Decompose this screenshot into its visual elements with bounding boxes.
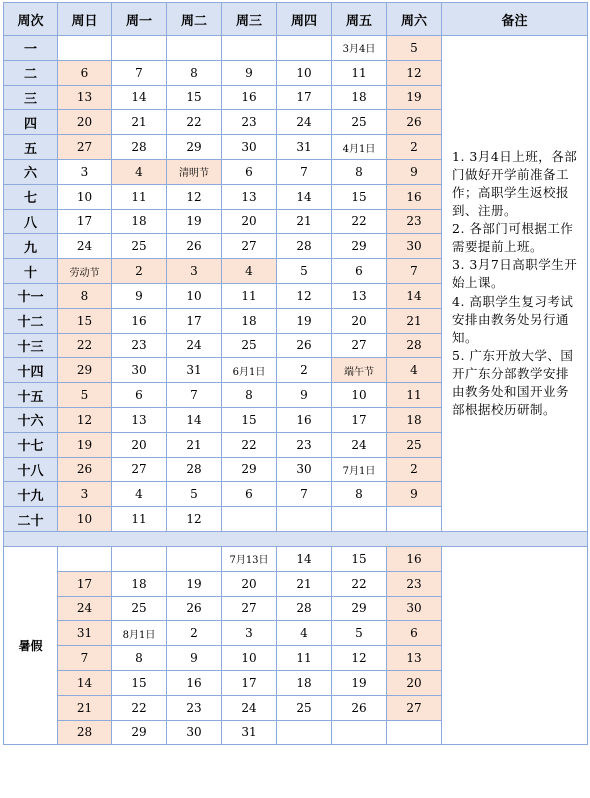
day-cell: 16 [277, 407, 332, 432]
summer-day-cell [167, 546, 222, 571]
week-label: 十一 [4, 283, 58, 308]
summer-day-cell [112, 546, 167, 571]
day-cell: 21 [112, 110, 167, 135]
day-cell [332, 507, 387, 532]
summer-day-cell: 18 [112, 571, 167, 596]
summer-week-row [4, 546, 588, 571]
week-label: 三 [4, 85, 58, 110]
day-cell: 12 [277, 283, 332, 308]
day-cell: 12 [167, 507, 222, 532]
day-cell: 12 [387, 60, 442, 85]
note-item: 3. 3月7日高职学生开始上课。 [452, 257, 578, 291]
day-cell: 7 [277, 482, 332, 507]
day-cell: 8 [332, 482, 387, 507]
summer-day-cell: 30 [387, 596, 442, 621]
day-cell: 15 [222, 407, 277, 432]
day-cell: 9 [387, 482, 442, 507]
summer-day-cell: 15 [112, 670, 167, 695]
day-cell: 15 [167, 85, 222, 110]
day-cell: 7月1日 [332, 457, 387, 482]
day-cell: 10 [332, 383, 387, 408]
header-cell: 周四 [277, 3, 332, 36]
summer-label: 暑假 [4, 546, 58, 744]
note-item: 5. 广东开放大学、国开广东分部教学安排由教务处和国开业务部根据校历研制。 [452, 347, 574, 418]
day-cell: 6 [112, 383, 167, 408]
week-label: 八 [4, 209, 58, 234]
day-cell: 7 [387, 259, 442, 284]
summer-day-cell: 26 [332, 695, 387, 720]
header-cell: 周日 [58, 3, 112, 36]
day-cell: 11 [387, 383, 442, 408]
day-cell: 15 [58, 308, 112, 333]
day-cell: 18 [112, 209, 167, 234]
day-cell: 13 [58, 85, 112, 110]
summer-notes-cell [442, 546, 588, 744]
week-label: 十九 [4, 482, 58, 507]
week-label: 十六 [4, 407, 58, 432]
week-label: 九 [4, 234, 58, 259]
summer-day-cell: 7月13日 [222, 546, 277, 571]
day-cell [277, 507, 332, 532]
day-cell: 28 [277, 234, 332, 259]
day-cell: 16 [112, 308, 167, 333]
day-cell: 19 [387, 85, 442, 110]
day-cell: 25 [222, 333, 277, 358]
day-cell: 29 [167, 135, 222, 160]
day-cell: 4月1日 [332, 135, 387, 160]
day-cell: 9 [277, 383, 332, 408]
day-cell: 17 [167, 308, 222, 333]
day-cell: 22 [167, 110, 222, 135]
day-cell: 29 [332, 234, 387, 259]
day-cell: 5 [387, 36, 442, 61]
week-label: 七 [4, 184, 58, 209]
day-cell: 7 [277, 159, 332, 184]
day-cell: 27 [332, 333, 387, 358]
day-cell: 12 [167, 184, 222, 209]
day-cell: 24 [58, 234, 112, 259]
day-cell: 10 [167, 283, 222, 308]
day-cell: 24 [332, 432, 387, 457]
day-cell: 28 [112, 135, 167, 160]
day-cell: 9 [387, 159, 442, 184]
summer-day-cell: 12 [332, 646, 387, 671]
day-cell: 30 [222, 135, 277, 160]
day-cell: 6 [222, 482, 277, 507]
day-cell: 8 [332, 159, 387, 184]
day-cell: 6 [58, 60, 112, 85]
summer-day-cell: 8 [112, 646, 167, 671]
week-row [4, 36, 588, 61]
header-row [4, 3, 588, 36]
week-label: 十三 [4, 333, 58, 358]
day-cell: 4 [222, 259, 277, 284]
summer-day-cell: 2 [167, 621, 222, 646]
summer-day-cell: 20 [387, 670, 442, 695]
day-cell: 25 [387, 432, 442, 457]
summer-day-cell: 31 [58, 621, 112, 646]
day-cell [167, 36, 222, 61]
summer-day-cell [58, 546, 112, 571]
day-cell: 16 [387, 184, 442, 209]
summer-day-cell [277, 720, 332, 745]
day-cell: 劳动节 [58, 259, 112, 284]
day-cell: 23 [387, 209, 442, 234]
day-cell: 29 [222, 457, 277, 482]
summer-day-cell: 25 [112, 596, 167, 621]
day-cell: 19 [167, 209, 222, 234]
day-cell: 23 [222, 110, 277, 135]
summer-day-cell [387, 720, 442, 745]
week-label: 四 [4, 110, 58, 135]
summer-day-cell [332, 720, 387, 745]
day-cell: 4 [112, 482, 167, 507]
summer-day-cell: 7 [58, 646, 112, 671]
day-cell [387, 507, 442, 532]
day-cell: 2 [387, 135, 442, 160]
summer-day-cell: 17 [222, 670, 277, 695]
day-cell: 29 [58, 358, 112, 383]
day-cell: 8 [222, 383, 277, 408]
summer-day-cell: 10 [222, 646, 277, 671]
summer-day-cell: 22 [112, 695, 167, 720]
day-cell: 21 [167, 432, 222, 457]
summer-day-cell: 6 [387, 621, 442, 646]
day-cell: 4 [387, 358, 442, 383]
day-cell: 14 [277, 184, 332, 209]
summer-day-cell: 30 [167, 720, 222, 745]
day-cell: 23 [277, 432, 332, 457]
day-cell: 13 [222, 184, 277, 209]
header-cell: 周一 [112, 3, 167, 36]
header-cell: 备注 [442, 3, 588, 36]
day-cell: 30 [112, 358, 167, 383]
summer-day-cell: 27 [387, 695, 442, 720]
day-cell: 20 [332, 308, 387, 333]
header-cell: 周三 [222, 3, 277, 36]
summer-day-cell: 20 [222, 571, 277, 596]
summer-day-cell: 5 [332, 621, 387, 646]
day-cell [112, 36, 167, 61]
day-cell: 7 [167, 383, 222, 408]
day-cell: 14 [112, 85, 167, 110]
summer-day-cell: 15 [332, 546, 387, 571]
day-cell: 31 [277, 135, 332, 160]
day-cell: 28 [387, 333, 442, 358]
day-cell: 7 [112, 60, 167, 85]
day-cell: 2 [387, 457, 442, 482]
header-cell: 周二 [167, 3, 222, 36]
summer-day-cell: 23 [167, 695, 222, 720]
week-label: 一 [4, 36, 58, 61]
day-cell: 11 [112, 507, 167, 532]
summer-day-cell: 13 [387, 646, 442, 671]
day-cell: 30 [387, 234, 442, 259]
day-cell: 20 [222, 209, 277, 234]
day-cell: 26 [167, 234, 222, 259]
separator-row [4, 531, 588, 546]
day-cell: 3 [58, 159, 112, 184]
week-label: 十 [4, 259, 58, 284]
day-cell: 28 [167, 457, 222, 482]
day-cell: 21 [277, 209, 332, 234]
day-cell: 20 [112, 432, 167, 457]
day-cell: 9 [112, 283, 167, 308]
day-cell: 15 [332, 184, 387, 209]
day-cell: 14 [387, 283, 442, 308]
summer-day-cell: 8月1日 [112, 621, 167, 646]
day-cell: 2 [277, 358, 332, 383]
summer-day-cell: 25 [277, 695, 332, 720]
summer-day-cell: 26 [167, 596, 222, 621]
day-cell: 清明节 [167, 159, 222, 184]
separator-cell [4, 531, 588, 546]
day-cell: 17 [277, 85, 332, 110]
school-calendar-table [3, 2, 588, 745]
note-item: 1. 3月4日上班，各部门做好开学前准备工作；高职学生返校报到、注册。 [452, 148, 578, 218]
day-cell: 21 [387, 308, 442, 333]
day-cell: 9 [222, 60, 277, 85]
day-cell: 26 [58, 457, 112, 482]
day-cell: 10 [58, 507, 112, 532]
week-label: 十四 [4, 358, 58, 383]
day-cell: 17 [332, 407, 387, 432]
week-label: 二 [4, 60, 58, 85]
day-cell: 22 [58, 333, 112, 358]
day-cell: 17 [58, 209, 112, 234]
day-cell [58, 36, 112, 61]
day-cell: 27 [112, 457, 167, 482]
day-cell: 19 [58, 432, 112, 457]
summer-day-cell: 9 [167, 646, 222, 671]
day-cell: 6 [222, 159, 277, 184]
day-cell: 5 [167, 482, 222, 507]
summer-day-cell: 17 [58, 571, 112, 596]
day-cell: 11 [112, 184, 167, 209]
summer-day-cell: 4 [277, 621, 332, 646]
summer-day-cell: 28 [58, 720, 112, 745]
header-cell: 周次 [4, 3, 58, 36]
week-label: 十七 [4, 432, 58, 457]
day-cell [277, 36, 332, 61]
day-cell: 13 [332, 283, 387, 308]
day-cell: 18 [332, 85, 387, 110]
day-cell: 8 [58, 283, 112, 308]
summer-day-cell: 18 [277, 670, 332, 695]
summer-day-cell: 24 [58, 596, 112, 621]
day-cell: 6 [332, 259, 387, 284]
day-cell: 25 [332, 110, 387, 135]
day-cell: 3 [167, 259, 222, 284]
summer-day-cell: 14 [58, 670, 112, 695]
summer-day-cell: 29 [332, 596, 387, 621]
week-label: 五 [4, 135, 58, 160]
summer-day-cell: 21 [58, 695, 112, 720]
day-cell: 30 [277, 457, 332, 482]
day-cell: 5 [58, 383, 112, 408]
summer-day-cell: 19 [332, 670, 387, 695]
summer-day-cell: 21 [277, 571, 332, 596]
day-cell: 10 [277, 60, 332, 85]
week-label: 十五 [4, 383, 58, 408]
summer-day-cell: 16 [167, 670, 222, 695]
day-cell: 26 [387, 110, 442, 135]
header-cell: 周五 [332, 3, 387, 36]
summer-day-cell: 31 [222, 720, 277, 745]
day-cell: 25 [112, 234, 167, 259]
summer-day-cell: 19 [167, 571, 222, 596]
day-cell: 27 [222, 234, 277, 259]
day-cell: 3 [58, 482, 112, 507]
day-cell: 13 [112, 407, 167, 432]
week-label: 六 [4, 159, 58, 184]
day-cell: 11 [332, 60, 387, 85]
day-cell: 12 [58, 407, 112, 432]
summer-day-cell: 16 [387, 546, 442, 571]
day-cell: 4 [112, 159, 167, 184]
day-cell: 8 [167, 60, 222, 85]
day-cell: 18 [222, 308, 277, 333]
week-label: 二十 [4, 507, 58, 532]
day-cell: 24 [167, 333, 222, 358]
day-cell: 3月4日 [332, 36, 387, 61]
day-cell: 22 [332, 209, 387, 234]
day-cell: 14 [167, 407, 222, 432]
summer-day-cell: 22 [332, 571, 387, 596]
note-item: 4. 高职学生复习考试安排由教务处另行通知。 [452, 293, 574, 345]
day-cell: 16 [222, 85, 277, 110]
day-cell [222, 507, 277, 532]
summer-day-cell: 14 [277, 546, 332, 571]
day-cell: 27 [58, 135, 112, 160]
note-item: 2. 各部门可根据工作需要提前上班。 [452, 221, 574, 255]
day-cell: 26 [277, 333, 332, 358]
week-label: 十二 [4, 308, 58, 333]
day-cell: 22 [222, 432, 277, 457]
day-cell: 10 [58, 184, 112, 209]
day-cell: 2 [112, 259, 167, 284]
day-cell: 24 [277, 110, 332, 135]
notes-cell [442, 36, 588, 532]
day-cell [222, 36, 277, 61]
week-label: 十八 [4, 457, 58, 482]
day-cell: 20 [58, 110, 112, 135]
summer-day-cell: 24 [222, 695, 277, 720]
header-cell: 周六 [387, 3, 442, 36]
summer-day-cell: 3 [222, 621, 277, 646]
summer-day-cell: 11 [277, 646, 332, 671]
day-cell: 19 [277, 308, 332, 333]
day-cell: 31 [167, 358, 222, 383]
summer-day-cell: 28 [277, 596, 332, 621]
day-cell: 11 [222, 283, 277, 308]
day-cell: 5 [277, 259, 332, 284]
day-cell: 端午节 [332, 358, 387, 383]
summer-day-cell: 29 [112, 720, 167, 745]
day-cell: 18 [387, 407, 442, 432]
summer-day-cell: 23 [387, 571, 442, 596]
summer-day-cell: 27 [222, 596, 277, 621]
day-cell: 6月1日 [222, 358, 277, 383]
day-cell: 23 [112, 333, 167, 358]
